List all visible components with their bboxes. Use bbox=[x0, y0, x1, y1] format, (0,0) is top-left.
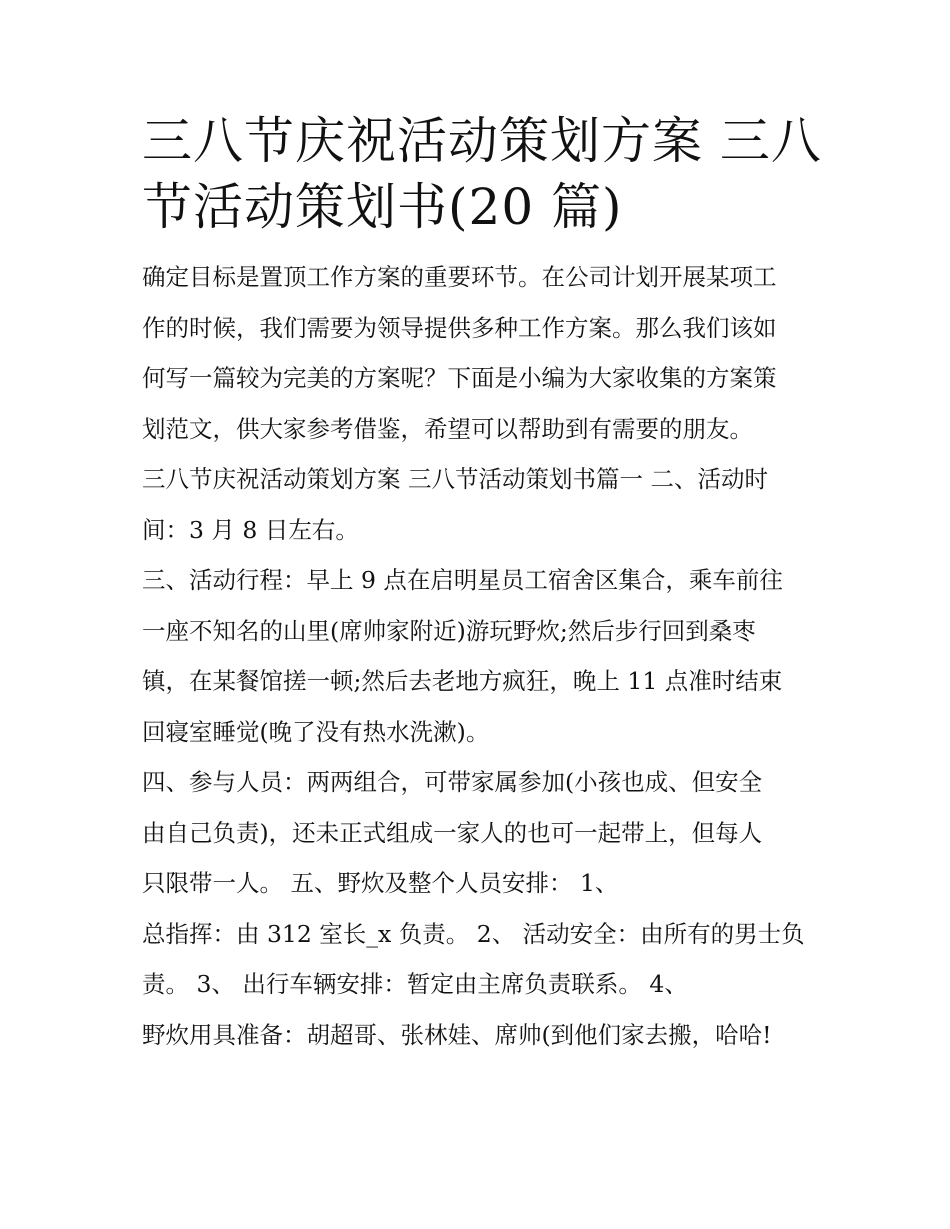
body-line: 何写一篇较为完美的方案呢？下面是小编为大家收集的方案策 bbox=[142, 364, 777, 392]
body-line: 野炊用具准备：胡超哥、张林娃、席帅(到他们家去搬，哈哈! bbox=[142, 1020, 772, 1049]
body-line: 总指挥：由 312 室长_x 负责。 2、 活动安全：由所有的男士负 bbox=[142, 919, 805, 948]
body-line: 三、活动行程：早上 9 点在启明星员工宿舍区集合，乘车前往 bbox=[142, 566, 783, 594]
body-line: 确定目标是置顶工作方案的重要环节。在公司计划开展某项工 bbox=[142, 263, 777, 291]
body-line: 作的时候，我们需要为领导提供多种工作方案。那么我们该如 bbox=[142, 313, 777, 342]
title-line-2: 节活动策划书(20 篇) bbox=[142, 178, 623, 236]
title-line-1: 三八节庆祝活动策划方案 三八 bbox=[142, 112, 822, 170]
body-line: 三八节庆祝活动策划方案 三八节活动策划书篇一 二、活动时 bbox=[142, 465, 768, 493]
body-line: 一座不知名的山里(席帅家附近)游玩野炊;然后步行回到桑枣 bbox=[142, 616, 756, 645]
body-line: 四、参与人员：两两组合，可带家属参加(小孩也成、但安全 bbox=[142, 768, 763, 796]
body-line: 划范文，供大家参考借鉴，希望可以帮助到有需要的朋友。 bbox=[142, 414, 753, 443]
body-line: 回寝室睡觉(晚了没有热水洗漱)。 bbox=[142, 717, 490, 746]
body-line: 由自己负责)，还未正式组成一家人的也可一起带上，但每人 bbox=[142, 818, 763, 847]
body-line: 镇，在某餐馆搓一顿;然后去老地方疯狂，晚上 11 点准时结束 bbox=[142, 667, 783, 695]
document-title bbox=[142, 108, 830, 240]
body-line: 责。 3、 出行车辆安排：暂定由主席负责联系。 4、 bbox=[142, 970, 688, 998]
body-line: 只限带一人。 五、野炊及整个人员安排： 1、 bbox=[142, 869, 619, 897]
body-line: 间：3 月 8 日左右。 bbox=[142, 515, 359, 544]
document-body bbox=[142, 252, 830, 1060]
